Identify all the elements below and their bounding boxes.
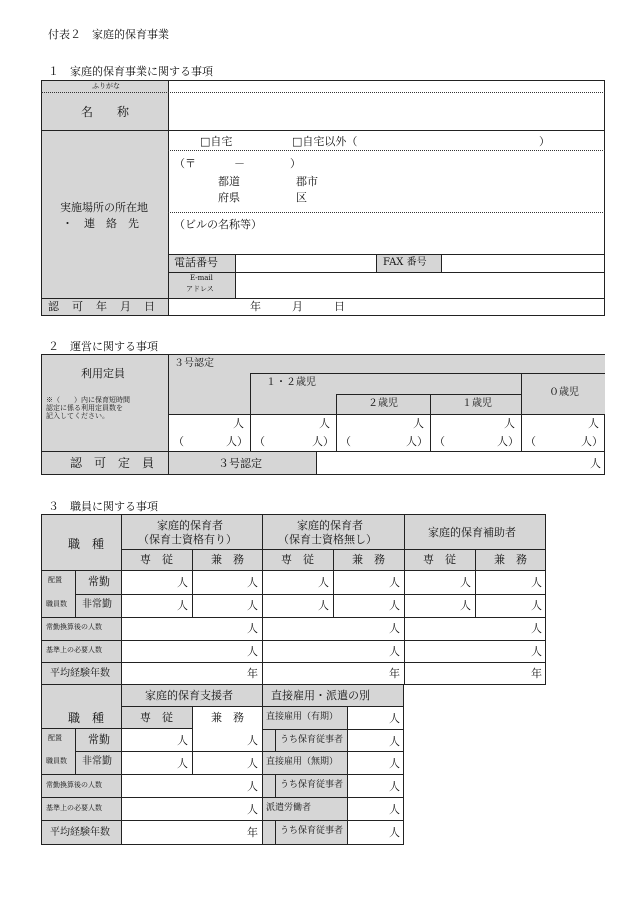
d-cc-regular-unit: 人 [247,734,258,747]
age-1-header: １歳児 [462,398,492,409]
email-label-1: E-mail [190,274,213,282]
b-years-unit: 年 [389,667,400,680]
c-fulltime-header: 専 従 [423,553,456,566]
month-label: 月 [292,300,303,313]
dispatch-childcare-label: うち保育従事者 [280,826,344,836]
a-years-unit: 年 [247,667,258,680]
auth-cert3-label: ３号認定 [218,457,262,470]
direct-indef-childcare-unit: 人 [389,780,400,793]
d-ft-irregular-unit: 人 [177,757,188,770]
c-ft-irregular-unit: 人 [460,599,471,612]
lower-fte-label: 常勤換算後の人数 [46,781,102,789]
c-years-unit: 年 [531,667,542,680]
short-1-close: 人） [497,435,519,448]
d-required-unit: 人 [247,803,258,816]
capacity-note-2: 認定に係る利用定員数を [46,404,123,412]
other-location-close: ） [539,135,550,148]
d-concurrent-header: 兼 務 [211,711,244,724]
capacity-note-1: ※（ ）内に保育短時間 [46,396,130,404]
col-supporter-title: 家庭的保育支援者 [145,689,233,702]
short-12-open: （ [254,435,265,448]
section1-heading: １ 家庭的保育事業に関する事項 [48,65,213,78]
furigana-label: ふりがな [92,82,120,90]
col-employment-title: 直接雇用・派遣の別 [271,689,370,702]
email-label-2: アドレス [186,285,214,293]
a-required-unit: 人 [247,645,258,658]
auth-capacity-unit: 人 [590,457,601,470]
lower-required-label: 基準上の必要人数 [46,804,102,812]
short-0-close: 人） [581,435,603,448]
year-label: 年 [250,300,261,313]
capacity-note-3: 記入してください。 [46,412,109,420]
age-2-header: ２歳児 [368,398,398,409]
short-total-close: 人） [226,435,248,448]
ninka-date-label: 認 可 年 月 日 [48,300,156,313]
b-ft-irregular-unit: 人 [318,599,329,612]
dispatch-childcare-unit: 人 [389,826,400,839]
job-type-label: 職 種 [68,537,105,551]
direct-indef-unit: 人 [389,757,400,770]
lower-avg-years-label: 平均経験年数 [50,827,110,838]
col-qualified-title: 家庭的保育者 [157,519,223,532]
placement-label-2: 職員数 [46,600,67,608]
a-fte-unit: 人 [247,622,258,635]
other-location-checkbox[interactable]: □自宅以外（ [292,135,358,148]
location-label: 実施場所の所在地 [60,201,148,214]
d-fte-unit: 人 [247,780,258,793]
postal-open: （〒 [174,157,196,170]
b-cc-irregular-unit: 人 [389,599,400,612]
dispatch-label: 派遣労働者 [266,803,312,813]
a-cc-irregular-unit: 人 [247,599,258,612]
col-qualified-sub: （保育士資格有り） [138,533,237,546]
c-required-unit: 人 [531,645,542,658]
lower-irregular-label: 非常勤 [82,756,112,767]
age-0-header: ０歳児 [549,387,579,398]
a-fulltime-header: 専 従 [140,553,173,566]
short-1-open: （ [434,435,445,448]
fax-label: FAX 番号 [383,257,427,268]
section2-heading: ２ 運営に関する事項 [48,340,158,353]
prefecture-label-1: 都道 [218,175,240,188]
c-cc-regular-unit: 人 [531,576,542,589]
short-12-close: 人） [312,435,334,448]
short-total-open: （ [173,435,184,448]
prefecture-label-2: 府県 [218,191,240,204]
age-1-2-header: １・２歳児 [266,377,316,388]
cap-2-unit: 人 [413,417,424,430]
cap-0-unit: 人 [588,417,599,430]
name-label: 名 称 [81,105,130,119]
d-ft-regular-unit: 人 [177,734,188,747]
cert3-header: ３号認定 [174,358,214,369]
postal-dash: － [234,157,245,170]
lower-regular-label: 常勤 [88,733,110,746]
auth-capacity-label: 認 可 定 員 [70,456,155,470]
dispatch-unit: 人 [389,803,400,816]
placement-label-1: 配置 [48,576,62,584]
b-concurrent-header: 兼 務 [352,553,385,566]
col-unqualified-title: 家庭的保育者 [297,519,363,532]
irregular-label: 非常勤 [82,599,112,610]
cap-total-unit: 人 [233,417,244,430]
direct-fixed-childcare-unit: 人 [389,735,400,748]
c-ft-regular-unit: 人 [460,576,471,589]
city-label: 郡市 [296,175,318,188]
direct-fixed-childcare-label: うち保育従事者 [280,735,344,745]
direct-fixed-unit: 人 [389,712,400,725]
avg-years-label: 平均経験年数 [50,668,110,679]
d-years-unit: 年 [247,826,258,839]
a-ft-irregular-unit: 人 [177,599,188,612]
b-required-unit: 人 [389,645,400,658]
fte-label: 常勤換算後の人数 [46,623,102,631]
c-cc-irregular-unit: 人 [531,599,542,612]
a-ft-regular-unit: 人 [177,576,188,589]
c-concurrent-header: 兼 務 [494,553,527,566]
short-2-close: 人） [406,435,428,448]
building-name-label: （ビルの名称等） [174,218,262,231]
col-assistant-title: 家庭的保育補助者 [428,526,516,539]
ward-label: 区 [296,191,307,204]
cap-12-unit: 人 [319,417,330,430]
tel-label: 電話番号 [174,256,218,269]
day-label: 日 [334,300,345,313]
short-2-open: （ [340,435,351,448]
b-ft-regular-unit: 人 [318,576,329,589]
lower-placement-label-2: 職員数 [46,757,67,765]
home-checkbox[interactable]: □自宅 [200,135,233,148]
direct-indef-label: 直接雇用（無期） [266,757,339,767]
postal-close: ） [290,157,301,170]
direct-indef-childcare-label: うち保育従事者 [280,780,344,790]
b-cc-regular-unit: 人 [389,576,400,589]
capacity-label: 利用定員 [81,367,125,380]
short-0-open: （ [525,435,536,448]
section3-heading: ３ 職員に関する事項 [48,500,158,513]
c-fte-unit: 人 [531,622,542,635]
b-fulltime-header: 専 従 [281,553,314,566]
required-label: 基準上の必要人数 [46,646,102,654]
b-fte-unit: 人 [389,622,400,635]
lower-placement-label-1: 配置 [48,734,62,742]
contact-label: ・ 連 絡 先 [62,217,139,230]
d-cc-irregular-unit: 人 [247,757,258,770]
cap-1-unit: 人 [504,417,515,430]
lower-job-type-label: 職 種 [68,711,105,725]
a-cc-regular-unit: 人 [247,576,258,589]
a-concurrent-header: 兼 務 [211,553,244,566]
direct-fixed-label: 直接雇用（有期） [266,712,339,722]
d-fulltime-header: 専 従 [140,711,173,724]
regular-label: 常勤 [88,575,110,588]
col-unqualified-sub: （保育士資格無し） [278,533,377,546]
document-title: 付表２ 家庭的保育事業 [48,28,169,41]
